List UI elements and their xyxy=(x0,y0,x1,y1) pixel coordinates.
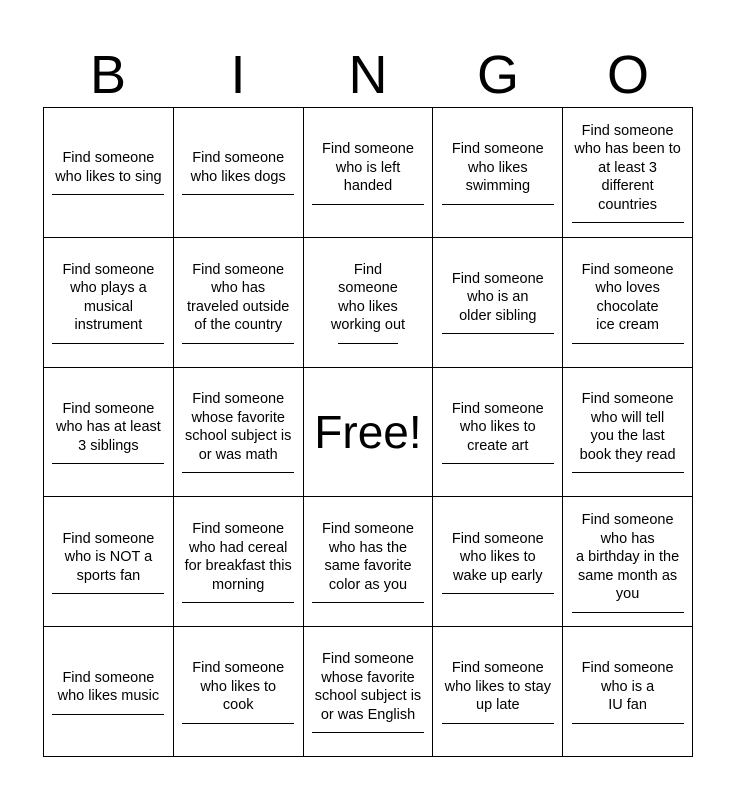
cell-text: Find someone who had cereal for breakfast this morning xyxy=(184,521,292,593)
cell-text: Find someone who likes to cook xyxy=(192,660,285,714)
signature-line xyxy=(52,343,164,344)
cell-text: Find someone who likes dogs xyxy=(190,150,286,185)
signature-line xyxy=(52,194,164,195)
cell-text: Find someone who likes to sing xyxy=(55,150,162,185)
signature-line xyxy=(52,463,164,464)
signature-line xyxy=(312,602,424,603)
cell-text: Find someone who has traveled outside of the country xyxy=(187,261,290,334)
signature-line xyxy=(442,463,554,464)
header-letter-n: N xyxy=(348,45,388,105)
signature-line xyxy=(182,723,294,724)
bingo-cell xyxy=(44,108,174,238)
cell-text: Find someone who likes to wake up early xyxy=(451,530,544,584)
cell-text: Find someone who likes to stay up late xyxy=(444,660,551,714)
header-letter-g: G xyxy=(476,45,519,105)
signature-line xyxy=(442,333,554,334)
cell-text: Find someone who has the same favorite color as you xyxy=(322,521,414,593)
cell-text: Find someone who is NOT a sports fan xyxy=(62,530,155,584)
bingo-cell xyxy=(44,368,174,498)
signature-line xyxy=(182,472,294,473)
bingo-cell xyxy=(174,627,304,757)
bingo-cell xyxy=(304,108,434,238)
signature-line xyxy=(572,222,684,223)
header-letter-b: B xyxy=(89,45,127,105)
bingo-header xyxy=(43,44,693,106)
free-space-text: Free! xyxy=(314,405,422,458)
cell-text: Find someone who likes swimming xyxy=(451,141,544,195)
bingo-cell xyxy=(174,108,304,238)
cell-text: Find someone who is an older sibling xyxy=(451,270,544,324)
signature-line xyxy=(52,714,164,715)
bingo-cell xyxy=(174,368,304,498)
bingo-cell xyxy=(563,627,693,757)
signature-line xyxy=(572,612,684,613)
signature-line xyxy=(442,723,554,724)
signature-line xyxy=(52,593,164,594)
bingo-cell xyxy=(174,497,304,627)
signature-line xyxy=(572,343,684,344)
cell-text: Find someone who loves chocolate ice cream xyxy=(581,261,674,334)
signature-line xyxy=(572,723,684,724)
bingo-cell xyxy=(563,368,693,498)
bingo-cell xyxy=(304,627,434,757)
cell-text: Find someone who likes to create art xyxy=(451,400,544,454)
cell-text: Find someone who likes working out xyxy=(330,261,406,334)
header-letter-o: O xyxy=(606,45,649,105)
signature-line xyxy=(442,204,554,205)
cell-text: Find someone who is left handed xyxy=(322,141,414,195)
cell-text: Find someone who has at least 3 siblings xyxy=(56,400,161,454)
cell-text: Find someone who will tell you the last book they read xyxy=(579,391,676,463)
signature-line xyxy=(572,472,684,473)
signature-line xyxy=(182,194,294,195)
bingo-cell xyxy=(174,238,304,368)
signature-line xyxy=(182,602,294,603)
bingo-cell xyxy=(44,627,174,757)
signature-line xyxy=(182,343,294,344)
bingo-cell xyxy=(433,368,563,498)
signature-line xyxy=(312,204,424,205)
signature-line xyxy=(442,593,554,594)
bingo-cell xyxy=(304,497,434,627)
bingo-cell xyxy=(44,238,174,368)
cell-text: Find someone who is a IU fan xyxy=(581,660,674,714)
bingo-cell xyxy=(304,238,434,368)
signature-line xyxy=(338,343,398,344)
free-space-cell xyxy=(304,368,434,498)
cell-text: Find someone who plays a musical instrument xyxy=(62,261,155,334)
bingo-cell xyxy=(563,238,693,368)
bingo-cell xyxy=(433,627,563,757)
cell-text: Find someone who has been to at least 3 different countries xyxy=(574,122,681,213)
bingo-cell xyxy=(563,108,693,238)
cell-text: Find someone who likes music xyxy=(57,669,160,705)
bingo-cell xyxy=(433,108,563,238)
signature-line xyxy=(312,732,424,733)
bingo-cell xyxy=(563,497,693,627)
bingo-cell xyxy=(44,497,174,627)
bingo-cell xyxy=(433,497,563,627)
bingo-card xyxy=(43,107,693,757)
bingo-cell xyxy=(433,238,563,368)
cell-text: Find someone who has a birthday in the same month as you xyxy=(576,512,680,603)
cell-text: Find someone whose favorite school subject is or was English xyxy=(314,651,422,723)
header-letter-i: I xyxy=(230,45,246,105)
cell-text: Find someone whose favorite school subject is or was math xyxy=(185,391,292,463)
